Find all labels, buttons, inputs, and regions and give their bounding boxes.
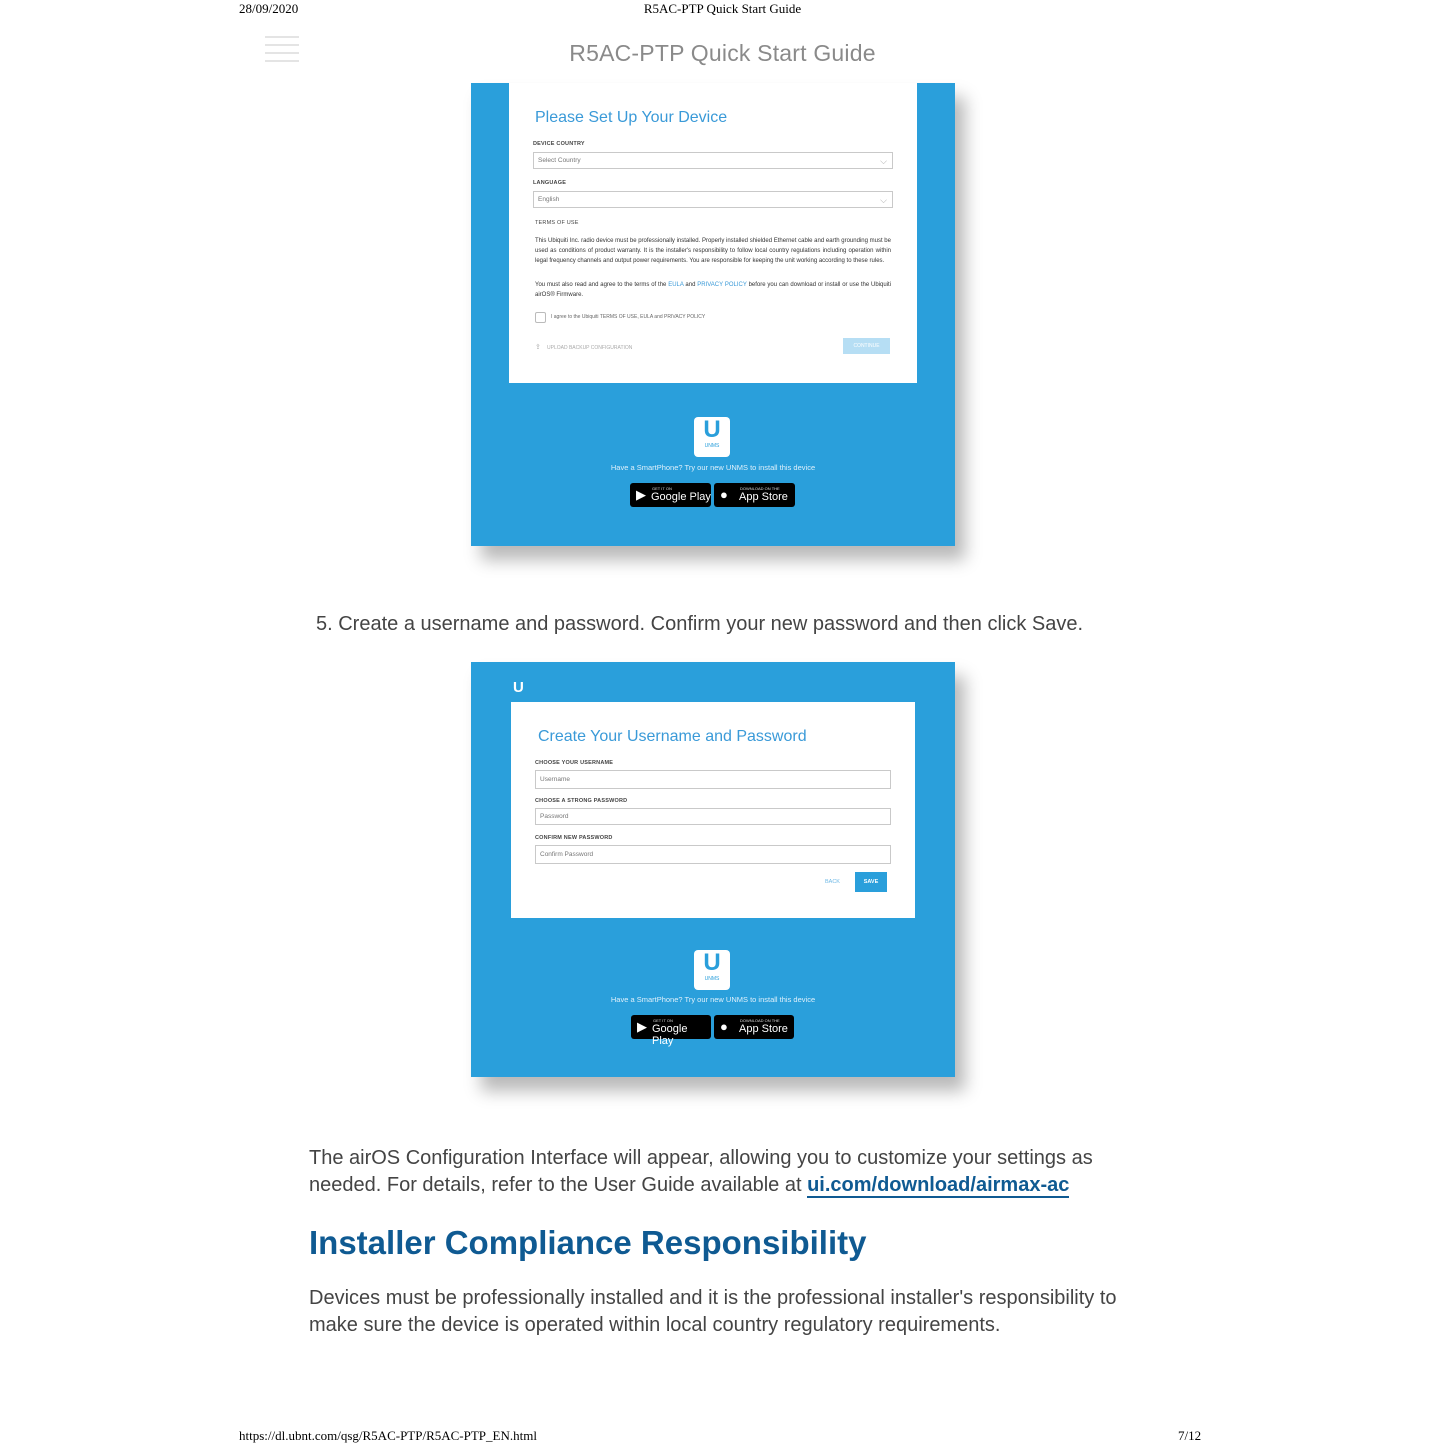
username-placeholder: Username xyxy=(540,776,570,783)
app-store-label: App Store xyxy=(739,491,788,503)
language-select-value: English xyxy=(538,196,560,203)
country-select-value: Select Country xyxy=(538,157,581,164)
print-url: https://dl.ubnt.com/qsg/R5AC-PTP/R5AC-PTP_EN.html xyxy=(239,1428,537,1443)
google-play-label: Google Play xyxy=(652,1023,688,1047)
terms-paragraph: This Ubiquiti Inc. radio device must be professionally installed. Properly installed shielded Ethernet cable and earth grounding must be used as conditions of product warranty. It is the installer's responsibility to follow local country regulations including operation within legal frequency channels and output power requirements. You are responsible for keeping the unit working according to these rules. xyxy=(535,238,891,264)
unms-logo-letter: U xyxy=(703,949,721,976)
smartphone-text: Have a SmartPhone? Try our new UNMS to install this device xyxy=(610,995,816,1004)
chevron-down-icon: ⌵ xyxy=(880,195,887,205)
google-play-small: GET IT ON xyxy=(652,486,672,491)
print-date: 28/09/2020 xyxy=(239,1,299,16)
save-button[interactable]: SAVE xyxy=(855,872,887,892)
unms-logo-letter: U xyxy=(703,416,721,443)
terms-text: before you can download or install or use the Ubiquiti airOS® Firmware. xyxy=(535,282,892,298)
google-play-badge[interactable] xyxy=(631,1015,711,1047)
credentials-title: Create Your Username and Password xyxy=(538,728,807,745)
apple-icon: ● xyxy=(720,487,728,502)
back-button[interactable]: BACK xyxy=(825,879,840,885)
language-select[interactable] xyxy=(533,191,893,208)
privacy-policy-link[interactable]: PRIVACY POLICY xyxy=(697,282,747,288)
confirm-password-label: CONFIRM NEW PASSWORD xyxy=(535,835,613,841)
terms-agree-paragraph xyxy=(535,280,891,300)
airmax-ac-link[interactable]: ui.com/download/airmax-ac xyxy=(807,1174,1070,1196)
terms-label: TERMS OF USE xyxy=(535,220,579,226)
setup-device-screenshot xyxy=(471,83,955,546)
smartphone-text: Have a SmartPhone? Try our new UNMS to install this device xyxy=(610,463,816,472)
ubiquiti-logo-icon: U xyxy=(513,679,524,696)
credentials-card xyxy=(511,702,915,918)
apple-icon: ● xyxy=(720,1019,728,1034)
confirm-password-input[interactable] xyxy=(535,845,891,864)
unms-logo-text: UNMS xyxy=(704,976,720,982)
google-play-small: GET IT ON xyxy=(653,1018,673,1023)
username-input[interactable] xyxy=(535,770,891,789)
compliance-paragraph: Devices must be professionally installed and it is the professional installer's responsibility to make sure the device is operated within local country regulatory requirements. xyxy=(309,1287,1117,1336)
google-play-icon: ▶ xyxy=(636,487,646,502)
app-store-badge[interactable] xyxy=(714,1015,794,1039)
chevron-down-icon: ⌵ xyxy=(880,156,887,166)
password-placeholder: Password xyxy=(540,813,569,820)
terms-text: and xyxy=(685,282,696,288)
country-select[interactable] xyxy=(533,152,893,169)
setup-card xyxy=(509,83,917,383)
username-label: CHOOSE YOUR USERNAME xyxy=(535,760,614,766)
step-5-text: 5. Create a username and password. Confirm your new password and then click Save. xyxy=(316,613,1084,635)
unms-logo-icon xyxy=(694,950,730,990)
agree-label: I agree to the Ubiquiti TERMS OF USE, EULA and PRIVACY POLICY xyxy=(551,314,706,320)
google-play-icon: ▶ xyxy=(637,1019,647,1034)
google-play-badge[interactable] xyxy=(630,483,711,507)
language-label: LANGUAGE xyxy=(533,180,567,186)
setup-title: Please Set Up Your Device xyxy=(535,109,728,126)
terms-text: You must also read and agree to the terms of the xyxy=(535,282,667,288)
eula-link[interactable]: EULA xyxy=(668,282,684,288)
password-label: CHOOSE A STRONG PASSWORD xyxy=(535,798,628,804)
airos-paragraph-text: The airOS Configuration Interface will appear, allowing you to customize your settings as needed. For details, refer to the User Guide available at xyxy=(309,1147,1093,1196)
doc-title: R5AC-PTP Quick Start Guide xyxy=(569,40,876,66)
app-store-small: DOWNLOAD ON THE xyxy=(740,1018,780,1023)
continue-button[interactable]: CONTINUE xyxy=(843,338,890,354)
app-store-label: App Store xyxy=(739,1023,788,1035)
app-store-badge[interactable] xyxy=(714,483,795,507)
app-store-small: DOWNLOAD ON THE xyxy=(740,486,780,491)
country-label: DEVICE COUNTRY xyxy=(533,141,585,147)
confirm-password-placeholder: Confirm Password xyxy=(540,851,594,858)
google-play-label: Google Play xyxy=(651,491,711,503)
unms-logo-icon xyxy=(694,417,730,457)
print-title: R5AC-PTP Quick Start Guide xyxy=(643,1,802,16)
print-page-number: 7/12 xyxy=(1178,1428,1202,1443)
airos-paragraph xyxy=(309,1145,1139,1199)
upload-backup-link[interactable]: UPLOAD BACKUP CONFIGURATION xyxy=(547,345,633,351)
compliance-heading: Installer Compliance Responsibility xyxy=(309,1224,867,1261)
unms-logo-text: UNMS xyxy=(704,443,720,449)
password-input[interactable] xyxy=(535,808,891,825)
upload-icon: ⇪ xyxy=(535,344,541,351)
create-credentials-screenshot xyxy=(471,662,955,1077)
agree-checkbox[interactable] xyxy=(535,312,546,323)
